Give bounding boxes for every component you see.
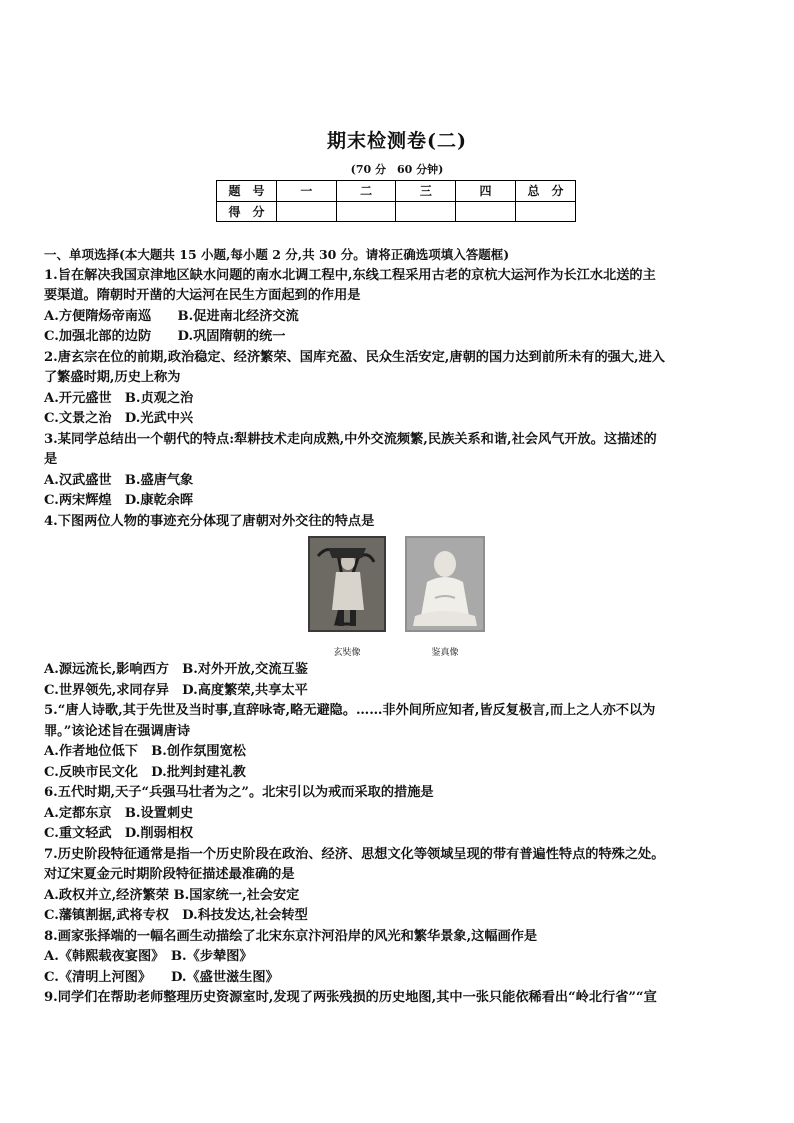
question-line: 5.“唐人诗歌,其于先世及当时事,直辞咏寄,略无避隐。……非外间所应知者,皆反复极言,而上之人亦不以为 — [44, 703, 656, 718]
score-input-cell[interactable] — [456, 201, 516, 222]
figure-xuanzang — [308, 536, 386, 663]
option-line: C.两宋辉煌 D.康乾余晖 — [44, 493, 194, 508]
option-line: C.重文轻武 D.削弱相权 — [44, 826, 194, 841]
question-line: 罪。”该论述旨在强调唐诗 — [44, 723, 191, 739]
figure-caption: 玄奘像 — [333, 647, 361, 658]
score-cell: 二 — [336, 181, 396, 202]
question-1 — [44, 266, 754, 348]
score-cell: 四 — [456, 181, 516, 202]
section-heading: 一、单项选择(本大题共 15 小题,每小题 2 分,共 30 分。请将正确选项填入答题框) — [44, 247, 510, 262]
score-input-cell[interactable] — [396, 201, 456, 222]
question-line: 2.唐玄宗在位的前期,政治稳定、经济繁荣、国库充盈、民众生活安定,唐朝的国力达到前所未有的强大,进入 — [44, 349, 665, 365]
option-line: C.加强北部的边防 D.巩固隋朝的统一 — [44, 329, 286, 344]
question-9 — [44, 988, 754, 1009]
option-line: C.世界领先,求同存异 D.高度繁荣,共享太平 — [44, 682, 308, 698]
score-input-cell[interactable] — [277, 201, 337, 222]
option-line: A.政权并立,经济繁荣 B.国家统一,社会安定 — [44, 887, 300, 903]
option-line: A.汉武盛世 B.盛唐气象 — [44, 472, 194, 488]
question-3 — [44, 430, 754, 512]
question-line: 3.某同学总结出一个朝代的特点:犁耕技术走向成熟,中外交流频繁,民族关系和谐,社会风气开放。这描述的 — [44, 431, 657, 447]
option-line: A.方便隋炀帝南巡 B.促进南北经济交流 — [44, 308, 299, 324]
question-line: 是 — [44, 452, 58, 467]
figure-caption: 鉴真像 — [431, 647, 459, 658]
option-line: A.开元盛世 B.贞观之治 — [44, 390, 194, 406]
option-line: C.藩镇割据,武将专权 D.科技发达,社会转型 — [44, 908, 308, 923]
question-line: 7.历史阶段特征通常是指一个历史阶段在政治、经济、思想文化等领域呈现的带有普遍性特点的特殊之处。 — [44, 846, 665, 862]
question-2 — [44, 348, 754, 430]
question-line: 对辽宋夏金元时期阶段特征描述最准确的是 — [44, 867, 295, 882]
score-cell: 题 号 — [217, 181, 277, 202]
option-line: A.定都东京 B.设置刺史 — [44, 805, 194, 821]
score-table-header-row — [217, 181, 576, 202]
page-subtitle: (70 分 60 分钟) — [350, 163, 444, 176]
question-8 — [44, 927, 754, 989]
xuanzang-portrait-image — [308, 536, 386, 632]
exam-content — [44, 245, 754, 1009]
question-5 — [44, 701, 754, 783]
question-7 — [44, 845, 754, 927]
option-line: C.《清明上河图》 D.《盛世滋生图》 — [44, 969, 279, 985]
score-input-cell[interactable] — [336, 201, 396, 222]
score-cell: 总 分 — [515, 181, 575, 202]
question-line: 6.五代时期,天子“兵强马壮者为之”。北宋引以为戒而采取的措施是 — [44, 785, 434, 800]
option-line: A.作者地位低下 B.创作氛围宽松 — [44, 744, 246, 759]
question-line: 要渠道。隋朝时开凿的大运河在民生方面起到的作用是 — [44, 288, 361, 303]
option-line: C.文景之治 D.光武中兴 — [44, 411, 194, 426]
question-4 — [44, 512, 754, 702]
question-line: 9.同学们在帮助老师整理历史资源室时,发现了两张残损的历史地图,其中一张只能依稀看出“岭北行省”“宣 — [44, 990, 657, 1005]
score-cell: 一 — [277, 181, 337, 202]
score-table — [216, 180, 576, 222]
option-line: A.《韩熙载夜宴图》 B.《步辇图》 — [44, 949, 253, 964]
score-input-cell[interactable] — [515, 201, 575, 222]
question-6 — [44, 783, 754, 845]
option-line: C.反映市民文化 D.批判封建礼教 — [44, 764, 246, 780]
page-title: 期末检测卷(二) — [327, 130, 467, 152]
figure-jianzhen — [405, 536, 485, 663]
score-cell: 得 分 — [217, 201, 277, 222]
figure-row — [44, 536, 754, 660]
question-line: 1.旨在解决我国京津地区缺水问题的南水北调工程中,东线工程采用古老的京杭大运河作为长江水北送的主 — [44, 267, 656, 283]
option-line: A.源远流长,影响西方 B.对外开放,交流互鉴 — [44, 662, 308, 677]
question-line: 了繁盛时期,历史上称为 — [44, 370, 181, 385]
jianzhen-statue-image — [405, 536, 485, 632]
question-line: 8.画家张择端的一幅名画生动描绘了北宋东京汴河沿岸的风光和繁华景象,这幅画作是 — [44, 928, 538, 944]
question-line: 4.下图两位人物的事迹充分体现了唐朝对外交往的特点是 — [44, 513, 375, 529]
score-cell: 三 — [396, 181, 456, 202]
score-table-score-row — [217, 201, 576, 222]
